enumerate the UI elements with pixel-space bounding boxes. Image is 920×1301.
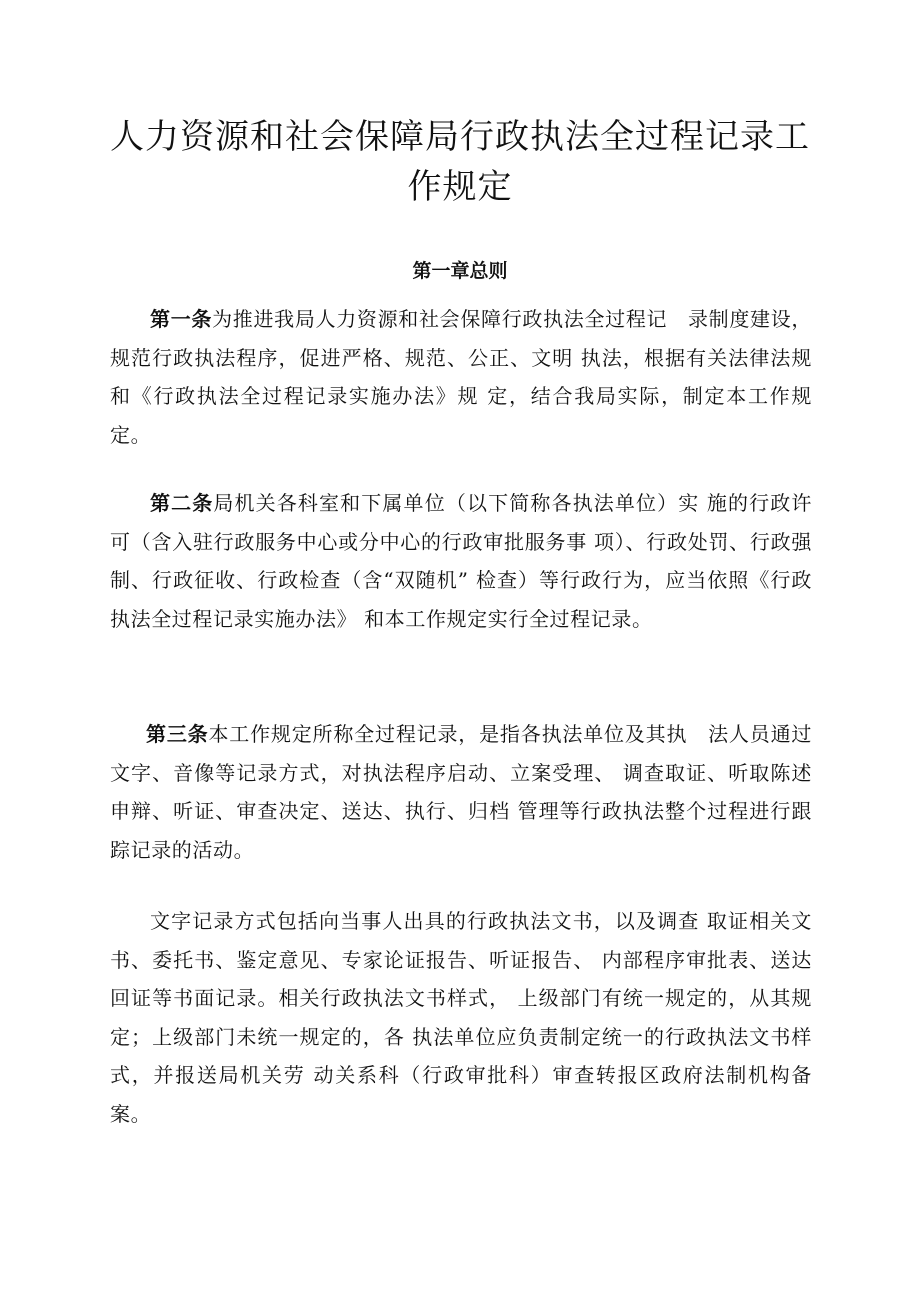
article-2-paragraph	[110, 484, 812, 638]
chapter-heading: 第一章总则	[412, 260, 508, 282]
article-1-text: 为推进我局人力资源和社会保障行政执法全过程记 录制度建设，规范行政执法程序，促进严格、规范、公正、文明 执法，根据有关法律法规和《行政执法全过程记录实施办法》规 定，结合我局实际，制定本工作规定。	[110, 307, 812, 447]
article-2-label: 第二条	[150, 491, 214, 515]
article-1-paragraph	[110, 300, 812, 454]
text-record-paragraph	[110, 902, 812, 1134]
article-2-text: 局机关各科室和下属单位（以下简称各执法单位）实 施的行政许可（含入驻行政服务中心或分中心的行政审批服务事 项）、行政处罚、行政强制、行政征收、行政检查（含“双随机” 检查）等行政行为，应当依照《行政执法全过程记录实施办法》 和本工作规定实行全过程记录。	[110, 491, 812, 631]
document-title: 人力资源和社会保障局行政执法全过程记录工作规定	[110, 117, 810, 207]
article-3-text: 本工作规定所称全过程记录，是指各执法单位及其执 法人员通过文字、音像等记录方式，对执法程序启动、立案受理、 调查取证、听取陈述申辩、听证、审查决定、送达、执行、归档 管理等行政执法整个过程进行跟踪记录的活动。	[110, 722, 812, 862]
article-3-paragraph	[110, 715, 812, 869]
text-record-text: 文字记录方式包括向当事人出具的行政执法文书，以及调查 取证相关文书、委托书、鉴定意见、专家论证报告、听证报告、 内部程序审批表、送达回证等书面记录。相关行政执法文书样式， 上级部门有统一规定的，从其规定；上级部门未统一规定的，各 执法单位应负责制定统一的行政执法文书样式，并报送局机关劳 动关系科（行政审批科）审查转报区政府法制机构备案。	[110, 909, 812, 1126]
article-1-label: 第一条	[150, 307, 213, 331]
article-3-label: 第三条	[146, 722, 209, 746]
